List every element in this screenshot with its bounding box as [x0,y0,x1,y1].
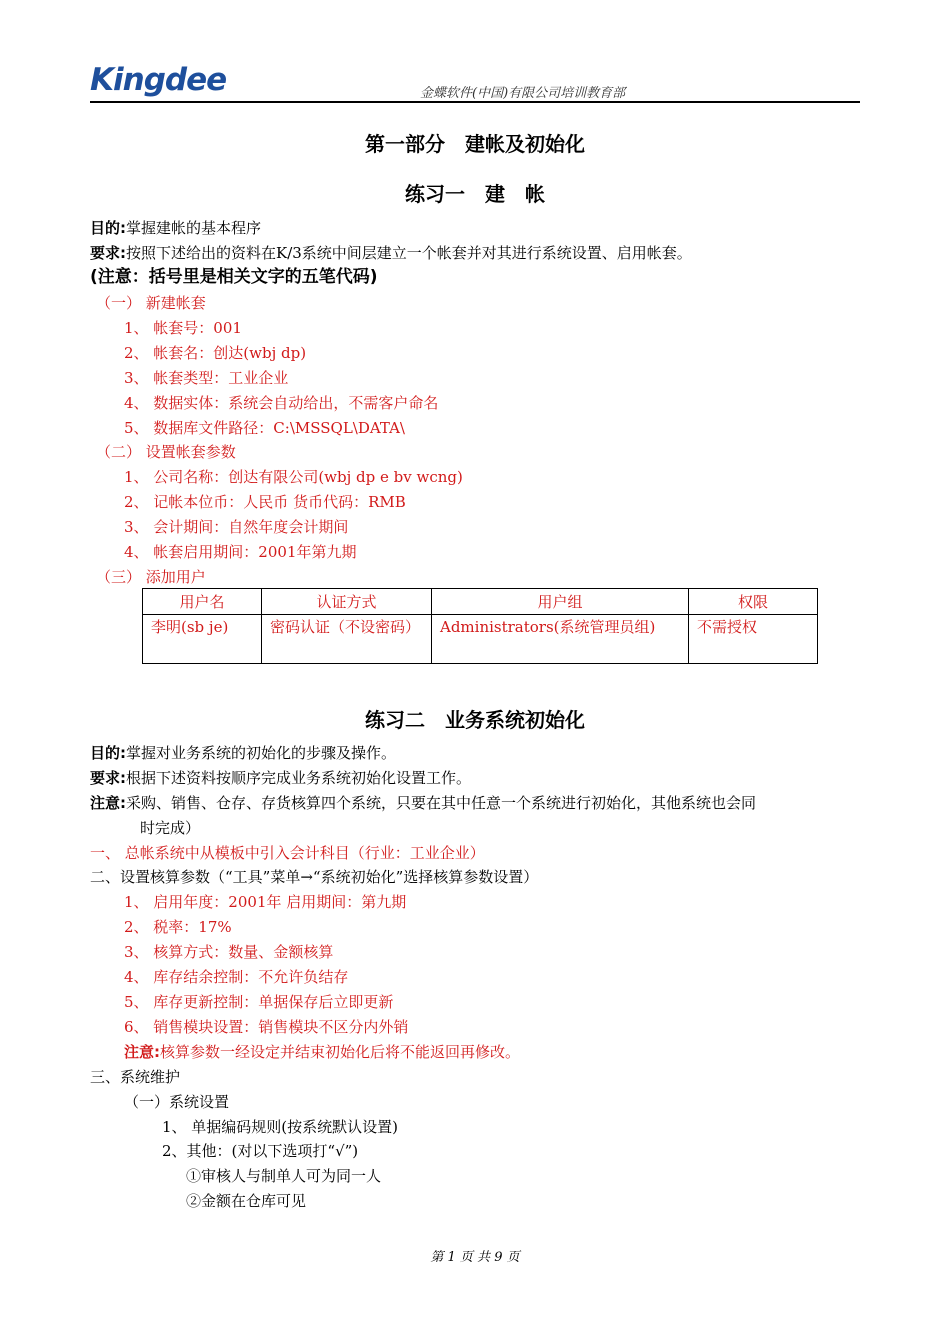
ex2-warning [124,1042,520,1062]
page-footer: 第 1 页 共 9 页 [430,1250,520,1265]
ex2-step3-option: ①审核人与制单人可为同一人 [186,1167,382,1185]
users-table [142,588,818,664]
column-header: 权限 [689,589,818,615]
ex2-note-continued: 时完成） [140,819,201,837]
ex2-step2-item: 6、 销售模块设置：销售模块不区分内外销 [124,1018,409,1036]
ex2-step2: 二、设置核算参数（“工具”菜单→“系统初始化”选择核算参数设置） [90,868,539,886]
kingdee-logo: Kingdee [90,62,227,98]
table-row [143,615,818,664]
column-header: 用户组 [432,589,689,615]
ex2-note-label: 注意: [90,794,126,812]
ex1-s1-item: 4、 数据实体：系统会自动给出，不需客户命名 [124,394,439,412]
ex2-step3-item: 2、其他：(对以下选项打“√”) [162,1142,359,1160]
header-company: 金蝶软件(中国)有限公司培训教育部 [420,86,626,101]
ex1-s1-item: 1、 帐套号：001 [124,319,242,337]
ex2-step2-item: 5、 库存更新控制：单据保存后立即更新 [124,993,394,1011]
ex2-step3-item: 1、 单据编码规则(按系统默认设置) [162,1118,399,1136]
part-title: 第一部分 建帐及初始化 [365,132,585,156]
ex1-section1-title: （一） 新建帐套 [96,294,206,312]
ex2-step3: 三、系统维护 [90,1068,181,1086]
ex1-s1-item: 3、 帐套类型：工业企业 [124,369,289,387]
ex2-step2-item: 3、 核算方式：数量、金额核算 [124,943,334,961]
ex1-section2-title: （二） 设置帐套参数 [96,443,236,461]
exercise2-title: 练习二 业务系统初始化 [365,708,585,732]
ex1-s1-item: 5、 数据库文件路径：C:\MSSQL\DATA\ [124,419,405,437]
ex2-warning-label: 注意: [124,1043,160,1061]
header-divider [90,101,860,103]
ex2-step3-subtitle: （一）系统设置 [124,1093,230,1111]
ex2-step2-item: 2、 税率：17% [124,918,232,936]
ex2-req-label: 要求: [90,769,126,787]
column-header: 用户名 [143,589,262,615]
ex2-note [90,793,756,813]
ex1-req-label: 要求: [90,244,126,262]
ex1-requirement [90,243,692,263]
ex1-s2-item: 1、 公司名称：创达有限公司(wbj dp e bv wcng) [124,468,463,486]
table-cell: 密码认证（不设密码） [262,615,432,664]
ex2-req-text: 根据下述资料按顺序完成业务系统初始化设置工作。 [126,769,472,787]
ex2-step1: 一、 总帐系统中从模板中引入会计科目（行业：工业企业） [90,844,485,862]
ex2-note-text: 采购、销售、仓存、存货核算四个系统，只要在其中任意一个系统进行初始化，其他系统也会同 [126,794,757,812]
column-header: 认证方式 [262,589,432,615]
ex1-s2-item: 4、 帐套启用期间：2001年第九期 [124,543,357,561]
table-header-row [143,589,818,615]
ex2-goal-label: 目的: [90,744,126,762]
ex2-step2-item: 4、 库存结余控制：不允许负结存 [124,968,349,986]
ex1-goal-text: 掌握建帐的基本程序 [126,219,262,237]
table-cell: Administrators(系统管理员组) [432,615,689,664]
ex2-warning-text: 核算参数一经设定并结束初始化后将不能返回再修改。 [160,1043,521,1061]
ex1-note: (注意：括号里是相关文字的五笔代码) [90,267,378,287]
ex2-step3-option: ②金额在仓库可见 [186,1192,307,1210]
ex2-goal-text: 掌握对业务系统的初始化的步骤及操作。 [126,744,397,762]
ex1-s2-item: 3、 会计期间：自然年度会计期间 [124,518,349,536]
ex1-goal-label: 目的: [90,219,126,237]
ex1-s2-item: 2、 记帐本位币：人民币 货币代码：RMB [124,493,406,511]
exercise1-title: 练习一 建 帐 [405,182,545,206]
ex2-goal [90,743,396,763]
ex1-goal [90,218,261,238]
ex1-section3-title: （三） 添加用户 [96,568,206,586]
table-cell: 不需授权 [689,615,818,664]
ex2-step2-item: 1、 启用年度：2001年 启用期间：第九期 [124,893,407,911]
ex1-req-text: 按照下述给出的资料在K/3系统中间层建立一个帐套并对其进行系统设置、启用帐套。 [126,244,692,262]
table-cell: 李明(sb je) [143,615,262,664]
ex2-requirement [90,768,471,788]
ex1-s1-item: 2、 帐套名：创达(wbj dp) [124,344,307,362]
